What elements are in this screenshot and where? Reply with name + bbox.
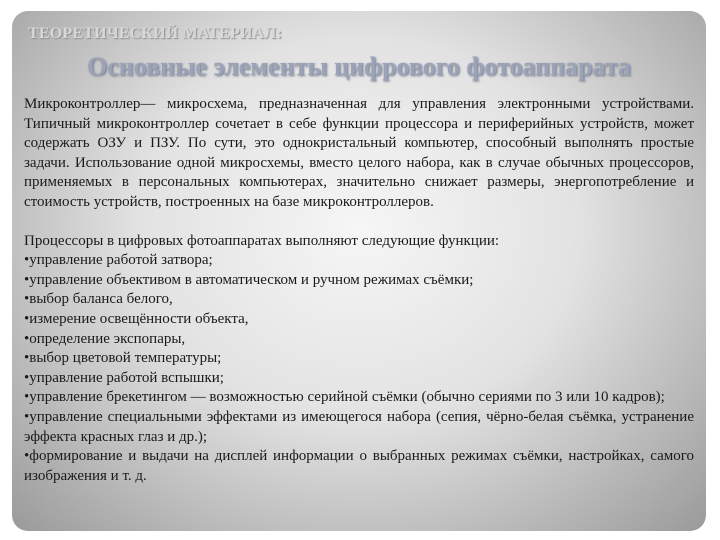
list-item: •определение экспопары, [24,330,186,347]
list-item: •управление брекетингом — возможностью серийной съёмки (обычно сериями по 3 или 10 кадров); [24,389,665,406]
paragraph-gap [24,213,694,232]
list-item: •управление работой затвора; [24,252,213,269]
list-item: •измерение освещённости объекта, [24,310,249,327]
slide-title: Основные элементы цифрового фотоаппарата [86,52,631,81]
list-item: •управление работой вспышки; [24,369,224,386]
list-item: •формирование и выдачи на дисплей информации о выбранных режимах съёмки, настройках, самого изображения и т. д. [24,448,694,484]
list-item: •управление специальными эффектами из имеющегося набора (сепия, чёрно-белая съёмка, устранение эффекта красных глаз и др.); [24,408,694,445]
list-item: •управление объективом в автоматическом и ручном режимах съёмки; [24,271,474,288]
section-label: ТЕОРЕТИЧЕСКИЙ МАТЕРИАЛ: [28,25,283,42]
intro-paragraph [24,95,694,213]
slide-frame [12,11,706,531]
slide-content [24,95,694,486]
functions-lead: Процессоры в цифровых фотоаппаратах выполняют следующие функции: [24,232,500,249]
list-item: •выбор баланса белого, [24,291,173,308]
functions-list [24,251,694,486]
list-item: •выбор цветовой температуры; [24,350,222,367]
intro-text: микросхема, предназначенная для управления электронными устройствами. Типичный микроконтроллер сочетает в себе функции процессора и периферийных устройств, может содержать ОЗУ и ПЗУ. По сути, это однокристальный компьютер, способный выполнять простые задачи. Использование одной микросхемы, вместо целого набора, как в случае обычных процессоров, применяемых в персональных компьютерах, значительно снижает размеры, энергопотребление и стоимость устройств, построенных на базе микроконтроллеров. [24,96,694,210]
term-microcontroller: Микроконтроллер— [24,96,156,112]
